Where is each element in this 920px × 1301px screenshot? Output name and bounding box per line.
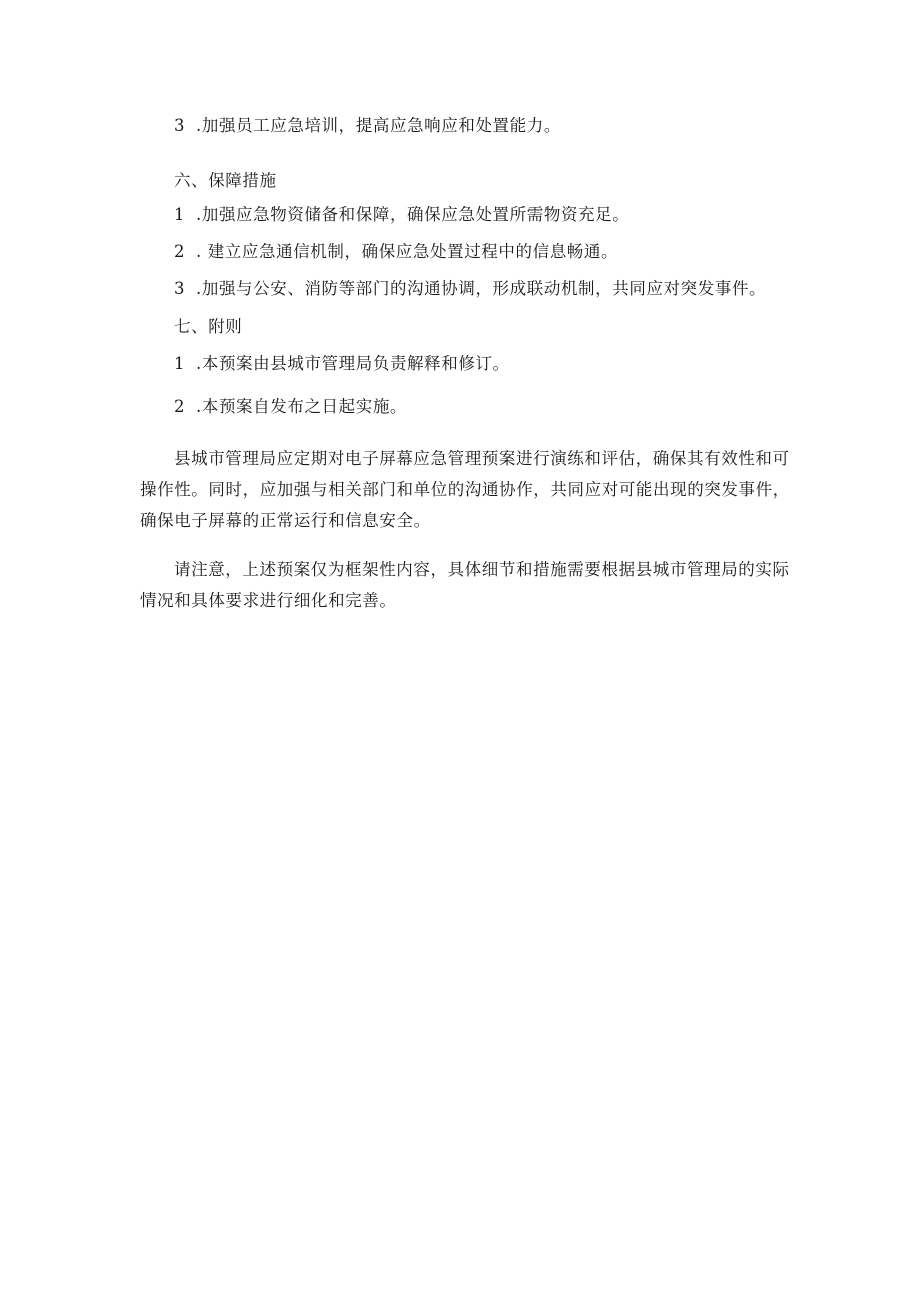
list-item xyxy=(174,278,766,300)
paragraph-line: 确保电子屏幕的正常运行和信息安全。 xyxy=(140,511,431,530)
item-number: 2 xyxy=(174,242,186,261)
list-item xyxy=(174,396,407,418)
item-text: .本预案由县城市管理局负责解释和修订。 xyxy=(196,354,510,373)
paragraph-line: 操作性。同时，应加强与相关部门和单位的沟通协作，共同应对可能出现的突发事件， xyxy=(140,480,790,499)
item-number: 2 xyxy=(174,397,186,416)
list-item xyxy=(174,353,510,375)
list-item xyxy=(174,241,618,263)
paragraph-line: 县城市管理局应定期对电子屏幕应急管理预案进行演练和评估，确保其有效性和可 xyxy=(174,449,790,468)
item-number: 3 xyxy=(174,279,186,298)
item-text: . 建立应急通信机制，确保应急处置过程中的信息畅通。 xyxy=(196,242,619,261)
item-number: 1 xyxy=(174,205,186,224)
item-text: .本预案自发布之日起实施。 xyxy=(196,397,408,416)
item-number: 1 xyxy=(174,354,186,373)
list-item xyxy=(174,204,629,226)
list-item xyxy=(174,115,561,137)
paragraph-line: 情况和具体要求进行细化和完善。 xyxy=(140,591,397,610)
body-paragraph xyxy=(140,443,790,536)
paragraph-line: 请注意，上述预案仅为框架性内容，具体细节和措施需要根据县城市管理局的实际 xyxy=(174,560,790,579)
item-number: 3 xyxy=(174,116,186,135)
section-heading: 七、附则 xyxy=(174,317,243,336)
item-text: .加强与公安、消防等部门的沟通协调，形成联动机制，共同应对突发事件。 xyxy=(196,279,767,298)
section-heading: 六、保障措施 xyxy=(174,171,277,190)
body-paragraph xyxy=(140,554,790,616)
item-text: .加强员工应急培训，提高应急响应和处置能力。 xyxy=(196,116,561,135)
item-text: .加强应急物资储备和保障，确保应急处置所需物资充足。 xyxy=(196,205,630,224)
